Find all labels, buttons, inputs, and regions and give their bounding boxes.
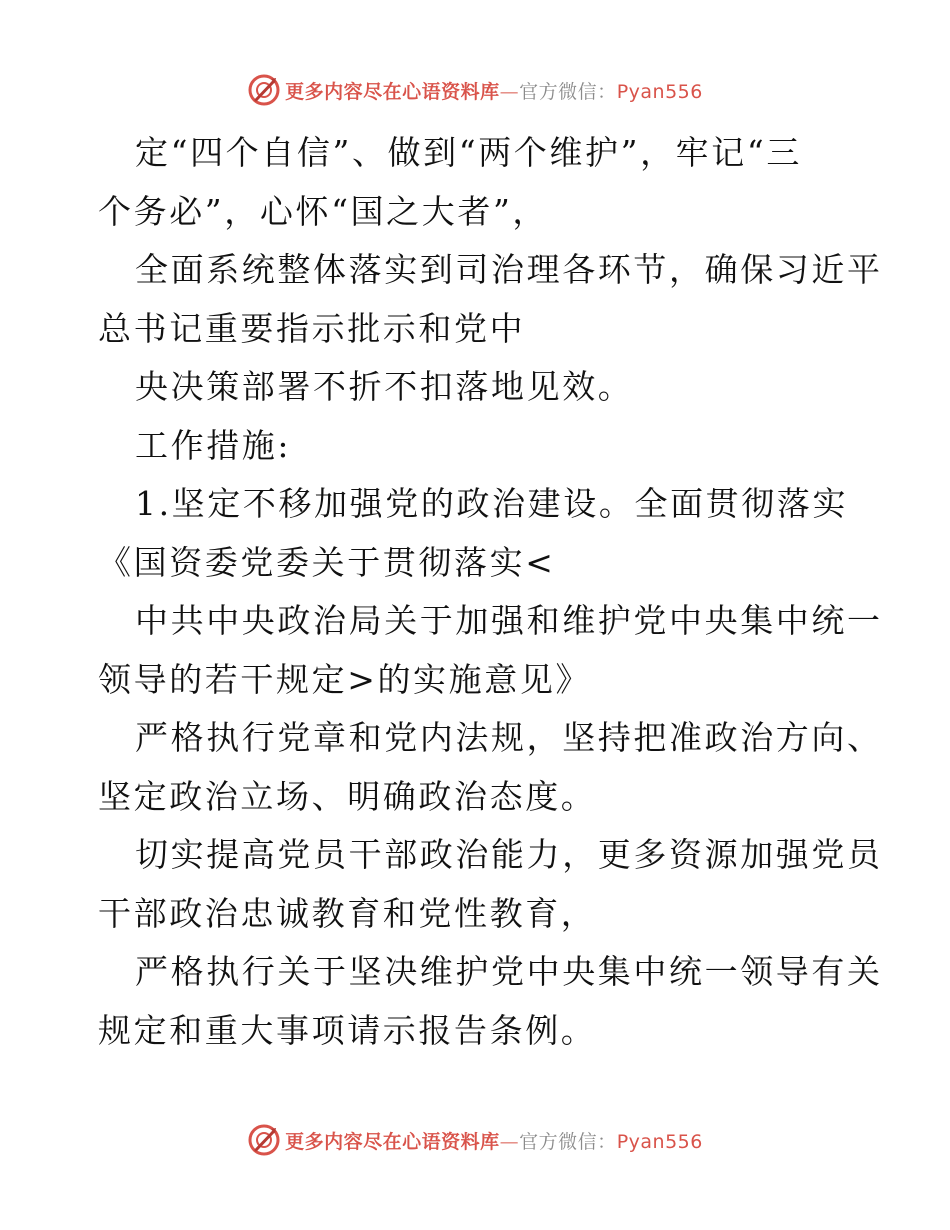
header-contact-label: 官方微信： — [519, 80, 617, 103]
footer-contact-id: Pyan556 — [616, 1130, 703, 1153]
header-contact-id: Pyan556 — [616, 80, 703, 103]
body-line: 干部政治忠诚教育和党性教育， — [98, 893, 597, 933]
header-separator: — — [499, 80, 520, 103]
header-banner-text — [285, 77, 703, 104]
brand-logo-icon — [247, 73, 281, 107]
body-line: 严格执行关于坚决维护党中央集中统一领导有关 — [135, 952, 883, 991]
body-line: 个务必”，心怀“国之大者”， — [98, 191, 549, 231]
footer-contact-label: 官方微信： — [519, 1130, 617, 1153]
body-line: 定“四个自信”、做到“两个维护”，牢记“三 — [135, 133, 802, 172]
body-line: 规定和重大事项请示报告条例。 — [98, 1010, 597, 1050]
footer-site-text: 更多内容尽在心语资料库 — [285, 1130, 500, 1153]
header-watermark-banner — [0, 70, 950, 110]
footer-separator: — — [499, 1130, 520, 1153]
body-line: 《国资委党委关于贯彻落实< — [98, 542, 556, 582]
body-line: 领导的若干规定>的实施意见》 — [98, 659, 592, 699]
body-line: 总书记重要指示批示和党中 — [98, 308, 526, 348]
footer-banner-text — [285, 1127, 703, 1154]
body-line: 严格执行党章和党内法规，坚持把准政治方向、 — [135, 718, 883, 757]
brand-logo-icon — [247, 1123, 281, 1157]
body-line: 1.坚定不移加强党的政治建设。全面贯彻落实 — [135, 484, 849, 523]
footer-watermark-banner — [0, 1120, 950, 1160]
body-line: 切实提高党员干部政治能力，更多资源加强党员 — [135, 835, 883, 874]
body-line: 坚定政治立场、明确政治态度。 — [98, 776, 597, 816]
body-line: 工作措施: — [135, 425, 292, 465]
document-body — [98, 124, 883, 1060]
header-site-text: 更多内容尽在心语资料库 — [285, 80, 500, 103]
body-line: 央决策部署不折不扣落地见效。 — [135, 367, 634, 406]
body-line: 全面系统整体落实到司治理各环节，确保习近平 — [135, 250, 883, 289]
body-line: 中共中央政治局关于加强和维护党中央集中统一 — [135, 601, 883, 640]
